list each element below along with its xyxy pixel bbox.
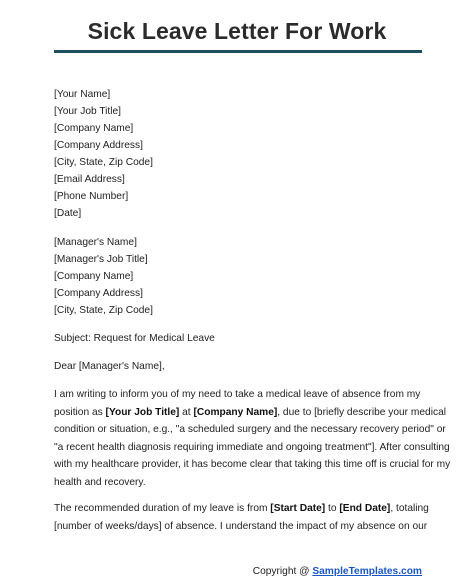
sender-line: [Your Name] xyxy=(54,89,111,100)
page-title: Sick Leave Letter For Work xyxy=(87,18,387,44)
sender-line: [Date] xyxy=(54,208,82,219)
recipient-line: [Manager's Name] xyxy=(54,237,137,248)
paragraph-line xyxy=(54,518,426,536)
placeholder-field: [Your Job Title] xyxy=(105,406,180,418)
paragraph-line xyxy=(54,500,429,518)
text-run: The recommended duration of my leave is from xyxy=(54,503,271,514)
paragraph-line xyxy=(54,421,446,439)
title-underline xyxy=(54,50,422,53)
text-run: [number of weeks/days] of absence. I understand the impact of my absence on our xyxy=(54,520,428,532)
sender-line: [Your Job Title] xyxy=(54,106,122,117)
sender-line: [Company Address] xyxy=(54,140,143,151)
recipient-address-block xyxy=(54,234,153,319)
sender-line: [Company Name] xyxy=(54,123,134,134)
salutation: Dear [Manager's Name], xyxy=(54,361,165,372)
recipient-line: [Company Address] xyxy=(54,288,143,299)
text-run: , due to [briefly describe your medical xyxy=(277,406,447,418)
text-run: "a recent health diagnosis requiring immediate and ongoing treatment"]. After consulting xyxy=(54,441,450,453)
body-paragraph-2 xyxy=(54,500,429,535)
sender-line: [Phone Number] xyxy=(54,191,129,202)
text-run: position as xyxy=(54,406,106,418)
text-run: with my healthcare provider, it has become clear that taking this time off is crucial for my xyxy=(54,459,451,471)
subject-line: Subject: Request for Medical Leave xyxy=(54,333,215,344)
sampletemplates-link[interactable]: SampleTemplates.com xyxy=(312,566,422,577)
placeholder-field: [Start Date] xyxy=(270,503,326,514)
paragraph-line xyxy=(54,439,450,457)
paragraph-line xyxy=(54,456,451,474)
paragraph-line xyxy=(54,386,426,404)
sender-address-block xyxy=(54,86,153,222)
recipient-line: [City, State, Zip Code] xyxy=(54,305,153,316)
recipient-line: [Company Name] xyxy=(54,271,134,282)
text-run: to xyxy=(325,503,340,514)
paragraph-line xyxy=(54,404,447,422)
recipient-line: [Manager's Job Title] xyxy=(54,254,148,265)
placeholder-field: [End Date] xyxy=(339,503,391,514)
sender-line: [City, State, Zip Code] xyxy=(54,157,153,168)
text-run: at xyxy=(179,406,194,418)
text-run: condition or situation, e.g., "a scheduled surgery and the necessary recovery period" or xyxy=(54,424,446,436)
copyright-text: Copyright @ xyxy=(252,566,313,577)
paragraph-line xyxy=(54,474,426,492)
body-paragraph-1 xyxy=(54,386,451,492)
text-run: health and recovery. xyxy=(54,476,146,488)
text-run: , totaling xyxy=(390,503,429,514)
text-run: I am writing to inform you of my need to take a medical leave of absence from my xyxy=(54,389,421,400)
sender-line: [Email Address] xyxy=(54,174,125,185)
placeholder-field: [Company Name] xyxy=(193,406,278,418)
copyright-footer xyxy=(253,566,422,577)
